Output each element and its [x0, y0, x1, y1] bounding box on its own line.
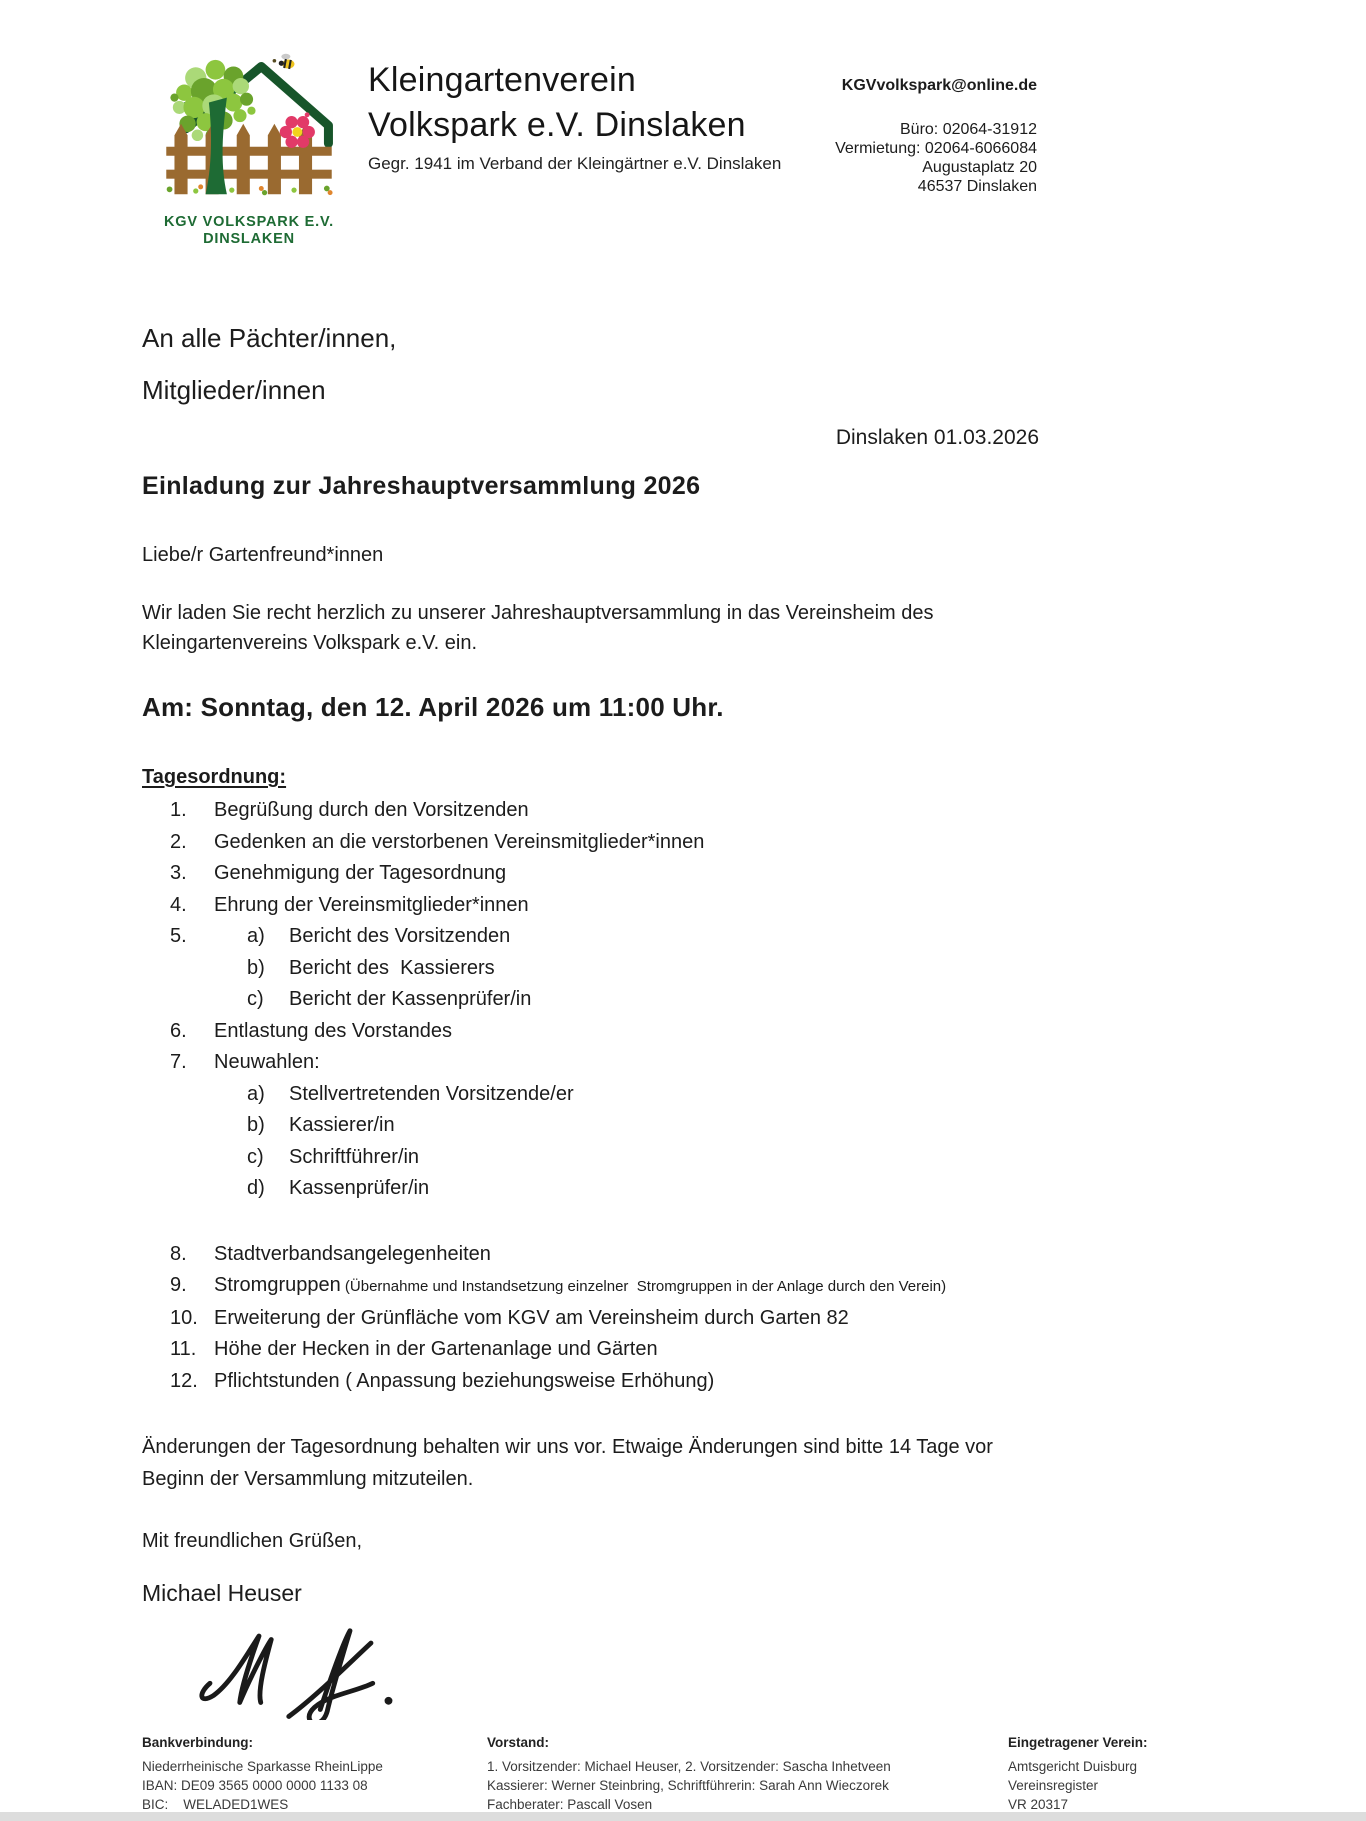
agenda-subitem-text: Kassenprüfer/in: [289, 1177, 430, 1199]
footer-register-line: Amtsgericht Duisburg: [1008, 1759, 1138, 1774]
agenda-item-4: [142, 890, 1039, 922]
agenda-subitem-text: Bericht des Kassierers: [289, 956, 495, 979]
org-email: KGVvolkspark@online.de: [841, 77, 1037, 94]
org-founded-line: Gegr. 1941 im Verband der Kleingärtner e.V. Dinslaken: [368, 154, 782, 173]
agenda-subitem-letter: b): [247, 1114, 265, 1136]
agenda-subitem: [142, 1142, 1039, 1174]
footer-register-column: [1008, 1735, 1148, 1814]
agenda-item-number: 7.: [170, 1051, 187, 1073]
agenda-item-number: 10.: [170, 1306, 198, 1329]
agenda-item-12: [142, 1366, 1039, 1398]
logo-caption-line2: DINSLAKEN: [203, 231, 295, 247]
agenda-item-text: Stadtverbandsangelegenheiten: [214, 1242, 491, 1265]
agenda-item-number: 1.: [170, 799, 187, 821]
dateline: Dinslaken 01.03.2026: [835, 426, 1039, 449]
agenda-subitem: [142, 984, 1039, 1016]
agenda-item-text: Ehrung der Vereinsmitglieder*innen: [214, 893, 529, 916]
signer-name: Michael Heuser: [142, 1580, 302, 1606]
agenda-item-number: 2.: [170, 830, 187, 853]
footer-board-column: [487, 1735, 891, 1814]
agenda-item-9: [142, 1270, 1039, 1303]
agenda-item-text: Neuwahlen:: [214, 1051, 320, 1073]
agenda-subitem: [142, 1173, 1039, 1205]
letterhead-title-block: [368, 58, 781, 174]
agenda-subitem-letter: a): [247, 925, 265, 947]
agenda-subitem-letter: a): [247, 1082, 265, 1105]
agenda-subitem-text: Bericht der Kassenprüfer/in: [289, 988, 532, 1010]
agenda-subitem-letter: c): [247, 988, 264, 1010]
footer-board-line: Kassierer: Werner Steinbring, Schriftführerin: Sarah Ann Wieczorek: [487, 1778, 889, 1793]
agenda-subitem: [142, 1079, 1039, 1111]
logo-caption-line1: KGV VOLKSPARK E.V.: [164, 214, 334, 230]
changes-note: Änderungen der Tagesordnung behalten wir uns vor. Etwaige Änderungen sind bitte 14 Tage vor Beginn der Versammlung mitzuteilen.: [142, 1436, 993, 1490]
bee-icon: [273, 54, 295, 69]
agenda-item-text: Stromgruppen (Übernahme und Instandsetzung einzelner Stromgruppen in der Anlage durch den Verein): [214, 1274, 947, 1296]
agenda-item-8: [142, 1239, 1039, 1271]
salutation: Liebe/r Gartenfreund*innen: [142, 544, 384, 566]
recipient-line1: An alle Pächter/innen,: [142, 323, 397, 353]
agenda-item-number: 3.: [170, 862, 187, 884]
footer-board-line: Fachberater: Pascall Vosen: [487, 1797, 653, 1812]
agenda-item-2: [142, 827, 1039, 859]
footer-board-line: 1. Vorsitzender: Michael Heuser, 2. Vorsitzender: Sascha Inhetveen: [487, 1759, 891, 1774]
letter-body: [142, 322, 1039, 1720]
meeting-date-line: Am: Sonntag, den 12. April 2026 um 11:00 Uhr.: [142, 692, 724, 722]
address-city: 46537 Dinslaken: [917, 178, 1037, 195]
agenda-item-3: [142, 858, 1039, 890]
agenda-subitem-letter: d): [247, 1177, 265, 1199]
footer-board-title: Vorstand:: [487, 1735, 550, 1750]
agenda-subitem-text: Schriftführer/in: [289, 1145, 420, 1168]
agenda-item-1: [142, 795, 1039, 827]
address-street: Augustaplatz 20: [922, 159, 1037, 176]
agenda-item-number: 6.: [170, 1019, 187, 1042]
contact-block: [835, 76, 1037, 196]
agenda-item-number: 9.: [170, 1274, 187, 1296]
phone-rental: Vermietung: 02064-6066084: [835, 140, 1037, 157]
agenda-subitem: [142, 1110, 1039, 1142]
agenda-item-7: [142, 1047, 1039, 1079]
agenda-list: [142, 795, 1039, 1397]
footer-register-line: Vereinsregister: [1008, 1778, 1099, 1793]
club-logo-block: [158, 50, 340, 248]
agenda-subitem-text: Kassierer/in: [289, 1114, 395, 1136]
footer-bank-line: IBAN: DE09 3565 0000 0000 1133 08: [142, 1778, 368, 1793]
agenda-subitem-text: Stellvertretenden Vorsitzende/er: [289, 1082, 574, 1105]
closing-greeting: Mit freundlichen Grüßen,: [142, 1530, 363, 1552]
footer-bank-column: [142, 1735, 383, 1814]
agenda-title: Tagesordnung:: [142, 766, 287, 788]
agenda-item-text: [214, 921, 510, 953]
agenda-item-5: [142, 921, 1039, 953]
agenda-item-10: [142, 1303, 1039, 1335]
agenda-item-number: 12.: [170, 1369, 198, 1392]
intro-paragraph: Wir laden Sie recht herzlich zu unserer Jahreshauptversammlung in das Vereinsheim des Kleingartenvereins Volkspark e.V. ein.: [142, 602, 934, 654]
agenda-item-text: Pflichtstunden ( Anpassung beziehungsweise Erhöhung): [214, 1369, 715, 1392]
footer-register-line: VR 20317: [1008, 1797, 1069, 1812]
agenda-item-text: Begrüßung durch den Vorsitzenden: [214, 799, 529, 821]
org-name-line1: Kleingartenverein: [368, 61, 637, 99]
agenda-item-text: Entlastung des Vorstandes: [214, 1019, 452, 1042]
agenda-subitem: [142, 953, 1039, 985]
footer-register-title: Eingetragener Verein:: [1008, 1735, 1148, 1750]
footer-bank-line: Niederrheinische Sparkasse RheinLippe: [142, 1759, 383, 1774]
agenda-subitem-text: Bericht des Vorsitzenden: [289, 925, 511, 947]
signature-dot: [385, 1697, 393, 1705]
club-logo: [163, 50, 335, 214]
org-name-line2: Volkspark e.V. Dinslaken: [368, 106, 746, 144]
agenda-item-number: 8.: [170, 1242, 187, 1265]
agenda-item-11: [142, 1334, 1039, 1366]
agenda-subitem-letter: b): [247, 956, 265, 979]
agenda-item-text: Gedenken an die verstorbenen Vereinsmitglieder*innen: [214, 830, 705, 853]
agenda-item-text: Genehmigung der Tagesordnung: [214, 862, 507, 884]
footer-bank-line: BIC: WELADED1WES: [142, 1797, 289, 1812]
agenda-item-note: (Übernahme und Instandsetzung einzelner Stromgruppen in der Anlage durch den Verein): [340, 1278, 947, 1295]
agenda-item-text: Erweiterung der Grünfläche vom KGV am Vereinsheim durch Garten 82: [214, 1306, 849, 1329]
subject-heading: Einladung zur Jahreshauptversammlung 2026: [142, 472, 701, 500]
agenda-item-number: 4.: [170, 893, 187, 916]
agenda-subitem-letter: c): [247, 1145, 264, 1168]
phone-office: Büro: 02064-31912: [900, 121, 1037, 138]
agenda-item-text: Höhe der Hecken in der Gartenanlage und Gärten: [214, 1338, 658, 1360]
agenda-item-6: [142, 1016, 1039, 1048]
agenda-item-number: 5.: [170, 925, 187, 947]
signature: [187, 1615, 422, 1720]
agenda-item-number: 11.: [170, 1338, 197, 1360]
footer-bank-title: Bankverbindung:: [142, 1735, 254, 1750]
recipient-line2: Mitglieder/innen: [142, 375, 326, 405]
scan-edge-artifact: [0, 1812, 1366, 1821]
